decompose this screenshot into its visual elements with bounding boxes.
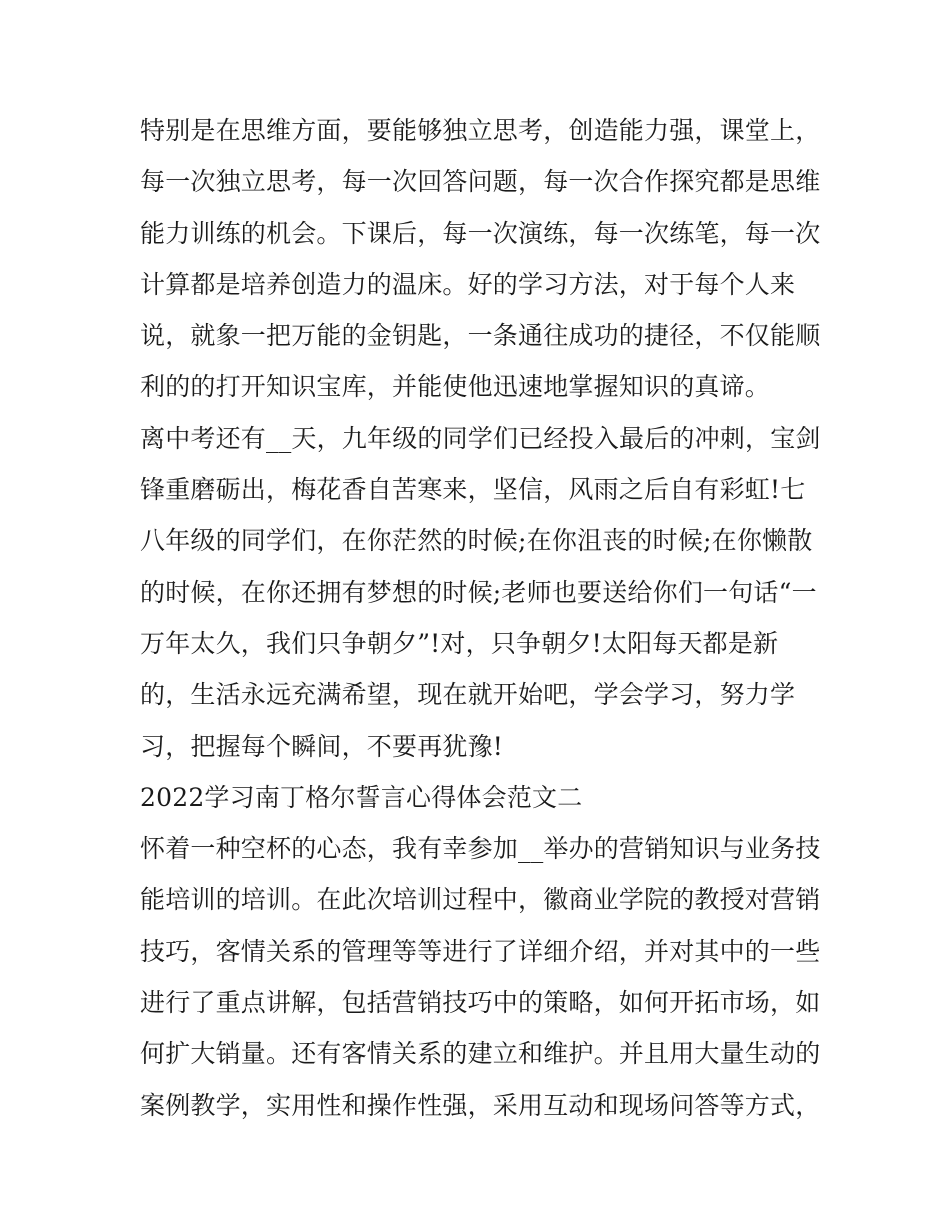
text-line: 的时候，在你还拥有梦想的时候;老师也要送给你们一句话“一 [140,577,817,607]
text-line: 习，把握每个瞬间，不要再犹豫! [140,731,504,761]
text-line: 计算都是培养创造力的温床。好的学习方法，对于每个人来 [140,269,796,299]
text-line: 八年级的同学们，在你茫然的时候;在你沮丧的时候;在你懒散 [140,526,813,556]
text-line: 技巧，客情关系的管理等等进行了详细介绍，并对其中的一些 [140,936,821,966]
text-line: 特别是在思维方面，要能够独立思考，创造能力强，课堂上， [140,116,821,145]
text-line: 能培训的培训。在此次培训过程中，徽商业学院的教授对营销 [140,885,821,915]
section-heading: 2022学习南丁格尔誓言心得体会范文二 [140,782,583,812]
text-line: 进行了重点讲解，包括营销技巧中的策略，如何开拓市场，如 [140,988,821,1018]
text-line: 锋重磨砺出，梅花香自苦寒来，坚信，风雨之后自有彩虹!七 [140,475,806,505]
text-line: 案例教学，实用性和操作性强，采用互动和现场问答等方式， [140,1090,821,1120]
document-body [140,105,820,1131]
text-line: 何扩大销量。还有客情关系的建立和维护。并且用大量生动的 [140,1039,821,1069]
text-line: 利的的打开知识宝库，并能使他迅速地掌握知识的真谛。 [140,372,771,402]
text-line: 说，就象一把万能的金钥匙，一条通往成功的捷径，不仅能顺 [140,321,821,351]
text-line: 的，生活永远充满希望，现在就开始吧，学会学习，努力学 [140,680,796,710]
text-line: 每一次独立思考，每一次回答问题，每一次合作探究都是思维 [140,167,821,197]
text-line: 能力训练的机会。下课后，每一次演练，每一次练笔，每一次 [140,218,821,248]
text-line: 万年太久，我们只争朝夕”!对，只争朝夕!太阳每天都是新 [140,628,779,658]
text-line: 怀着一种空杯的心态，我有幸参加__举办的营销知识与业务技 [140,834,821,864]
text-line: 离中考还有__天，九年级的同学们已经投入最后的冲刺，宝剑 [140,423,821,453]
